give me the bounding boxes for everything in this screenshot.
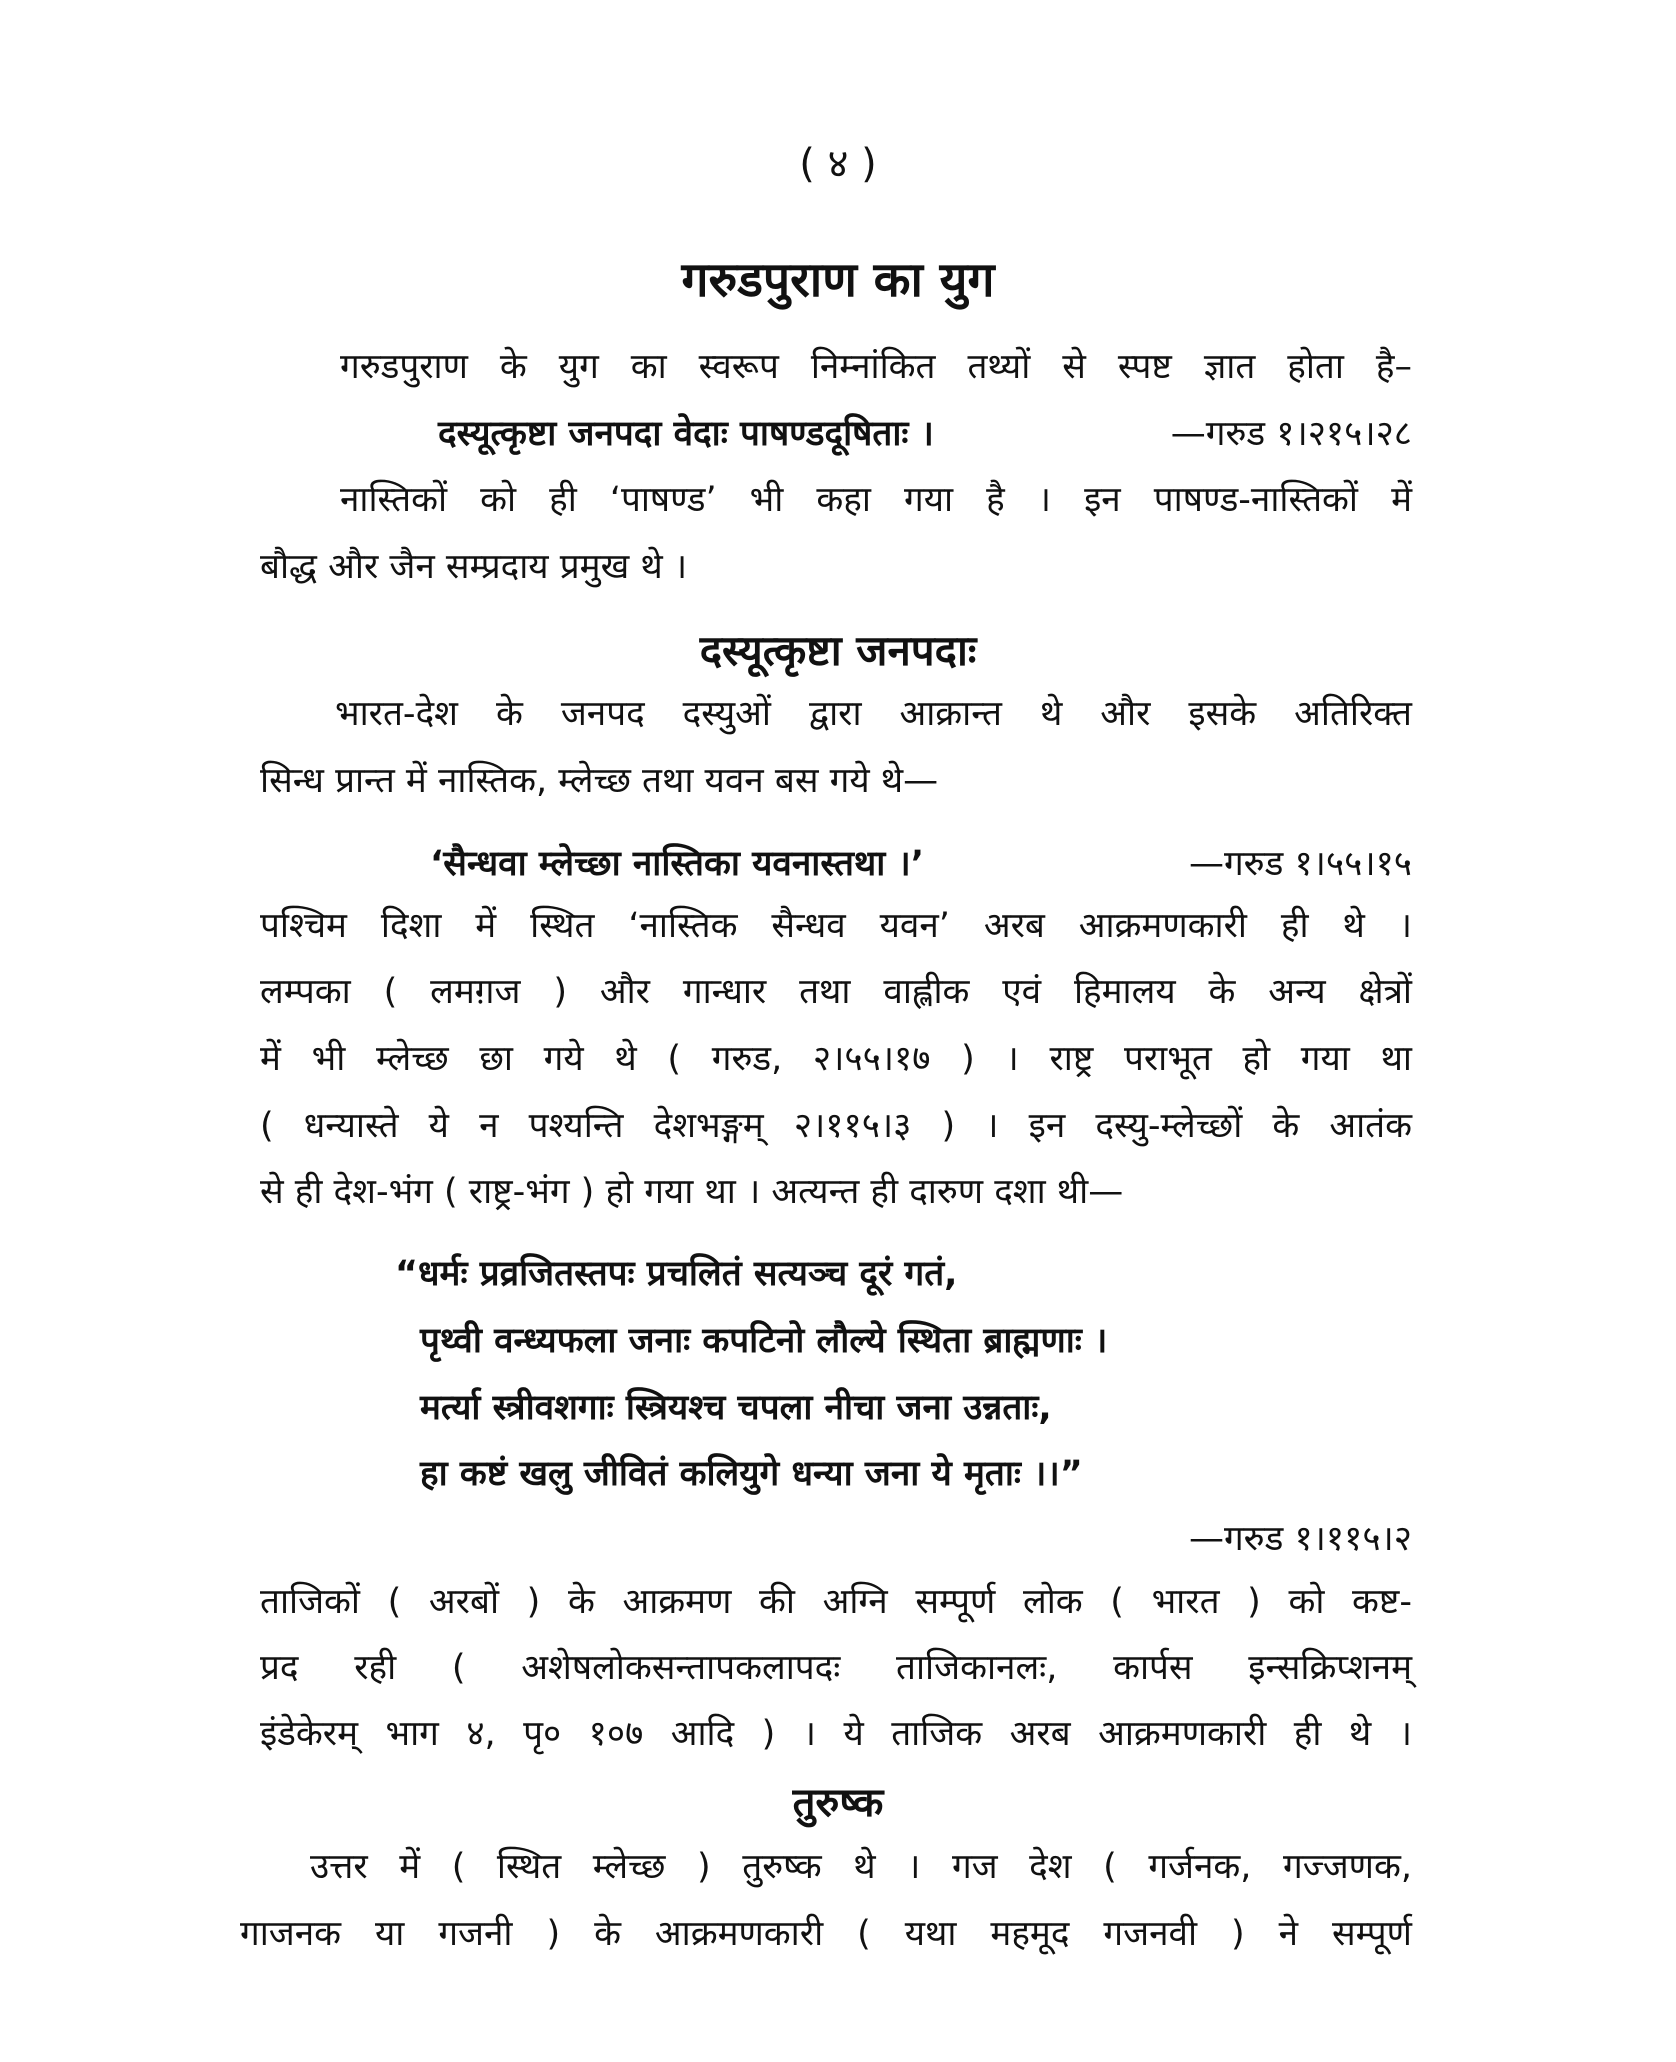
intro-quote-reference: —गरुड १।२१५।२८: [1170, 414, 1412, 454]
intro-quote-text: दस्यूत्कृष्टा जनपदा वेदाः पाषण्डदूषिताः ।: [438, 414, 934, 454]
section-paragraph-line: लम्पका ( लमग़ज ) और गान्धार तथा वाह्लीक एवं हिमालय के अन्य क्षेत्रों: [260, 972, 1412, 1012]
section-paragraph-line: इंडेकेरम् भाग ४, पृ० १०७ आदि ) । ये ताजिक अरब आक्रमणकारी ही थे ।: [260, 1714, 1412, 1754]
intro-paragraph-line: गरुडपुराण के युग का स्वरूप निम्नांकित तथ्यों से स्पष्ट ज्ञात होता है–: [340, 347, 1412, 387]
section-paragraph-line: गाजनक या गजनी ) के आक्रमणकारी ( यथा महमूद गजनवी ) ने सम्पूर्ण: [240, 1914, 1412, 1954]
section-paragraph-line: से ही देश-भंग ( राष्ट्र-भंग ) हो गया था । अत्यन्त ही दारुण दशा थी—: [260, 1172, 1124, 1212]
section-quote-text: ‘सैन्धवा म्लेच्छा नास्तिका यवनास्तथा ।’: [430, 844, 925, 884]
page-title: गरुडपुराण का युग: [681, 252, 995, 308]
verse-line: मर्त्या स्त्रीवशगाः स्त्रियश्च चपला नीचा जना उन्नताः,: [420, 1388, 1052, 1428]
section-paragraph-line: उत्तर में ( स्थित म्लेच्छ ) तुरुष्क थे । गज देश ( गर्जनक, गज्जणक,: [310, 1847, 1412, 1887]
verse-line: पृथ्वी वन्ध्यफला जनाः कपटिनो लौल्ये स्थिता ब्राह्मणाः ।: [420, 1321, 1108, 1361]
section-paragraph-line: ताजिकों ( अरबों ) के आक्रमण की अग्नि सम्पूर्ण लोक ( भारत ) को कष्ट-: [260, 1582, 1412, 1622]
section-paragraph-line: पश्चिम दिशा में स्थित ‘नास्तिक सैन्धव यवन’ अरब आक्रमणकारी ही थे ।: [260, 906, 1412, 946]
section-heading: तुरुष्क: [792, 1780, 884, 1826]
intro-paragraph-line: बौद्ध और जैन सम्प्रदाय प्रमुख थे ।: [260, 547, 688, 587]
section-paragraph-line: सिन्ध प्रान्त में नास्तिक, म्लेच्छ तथा यवन बस गये थे—: [260, 761, 939, 801]
section-paragraph-line: भारत-देश के जनपद दस्युओं द्वारा आक्रान्त थे और इसके अतिरिक्त: [335, 694, 1412, 734]
section-paragraph-line: ( धन्यास्ते ये न पश्यन्ति देशभङ्गम् २।११५।३ ) । इन दस्यु-म्लेच्छों के आतंक: [260, 1106, 1412, 1146]
verse-reference: —गरुड १।११५।२: [1188, 1519, 1412, 1559]
intro-paragraph-line: नास्तिकों को ही ‘पाषण्ड’ भी कहा गया है । इन पाषण्ड-नास्तिकों में: [340, 480, 1412, 520]
verse-line: “धर्मः प्रव्रजितस्तपः प्रचलितं सत्यञ्च दूरं गतं,: [395, 1254, 958, 1294]
section-paragraph-line: प्रद रही ( अशेषलोकसन्तापकलापदः ताजिकानलः, कार्पस इन्सक्रिप्शनम्: [260, 1648, 1412, 1688]
page-number: ( ४ ): [799, 141, 877, 187]
verse-line: हा कष्टं खलु जीवितं कलियुगे धन्या जना ये मृताः ।।”: [420, 1454, 1083, 1494]
section-heading: दस्यूत्कृष्टा जनपदाः: [699, 626, 977, 675]
section-quote-reference: —गरुड १।५५।१५: [1188, 844, 1412, 884]
section-paragraph-line: में भी म्लेच्छ छा गये थे ( गरुड, २।५५।१७ ) । राष्ट्र पराभूत हो गया था: [260, 1039, 1412, 1079]
